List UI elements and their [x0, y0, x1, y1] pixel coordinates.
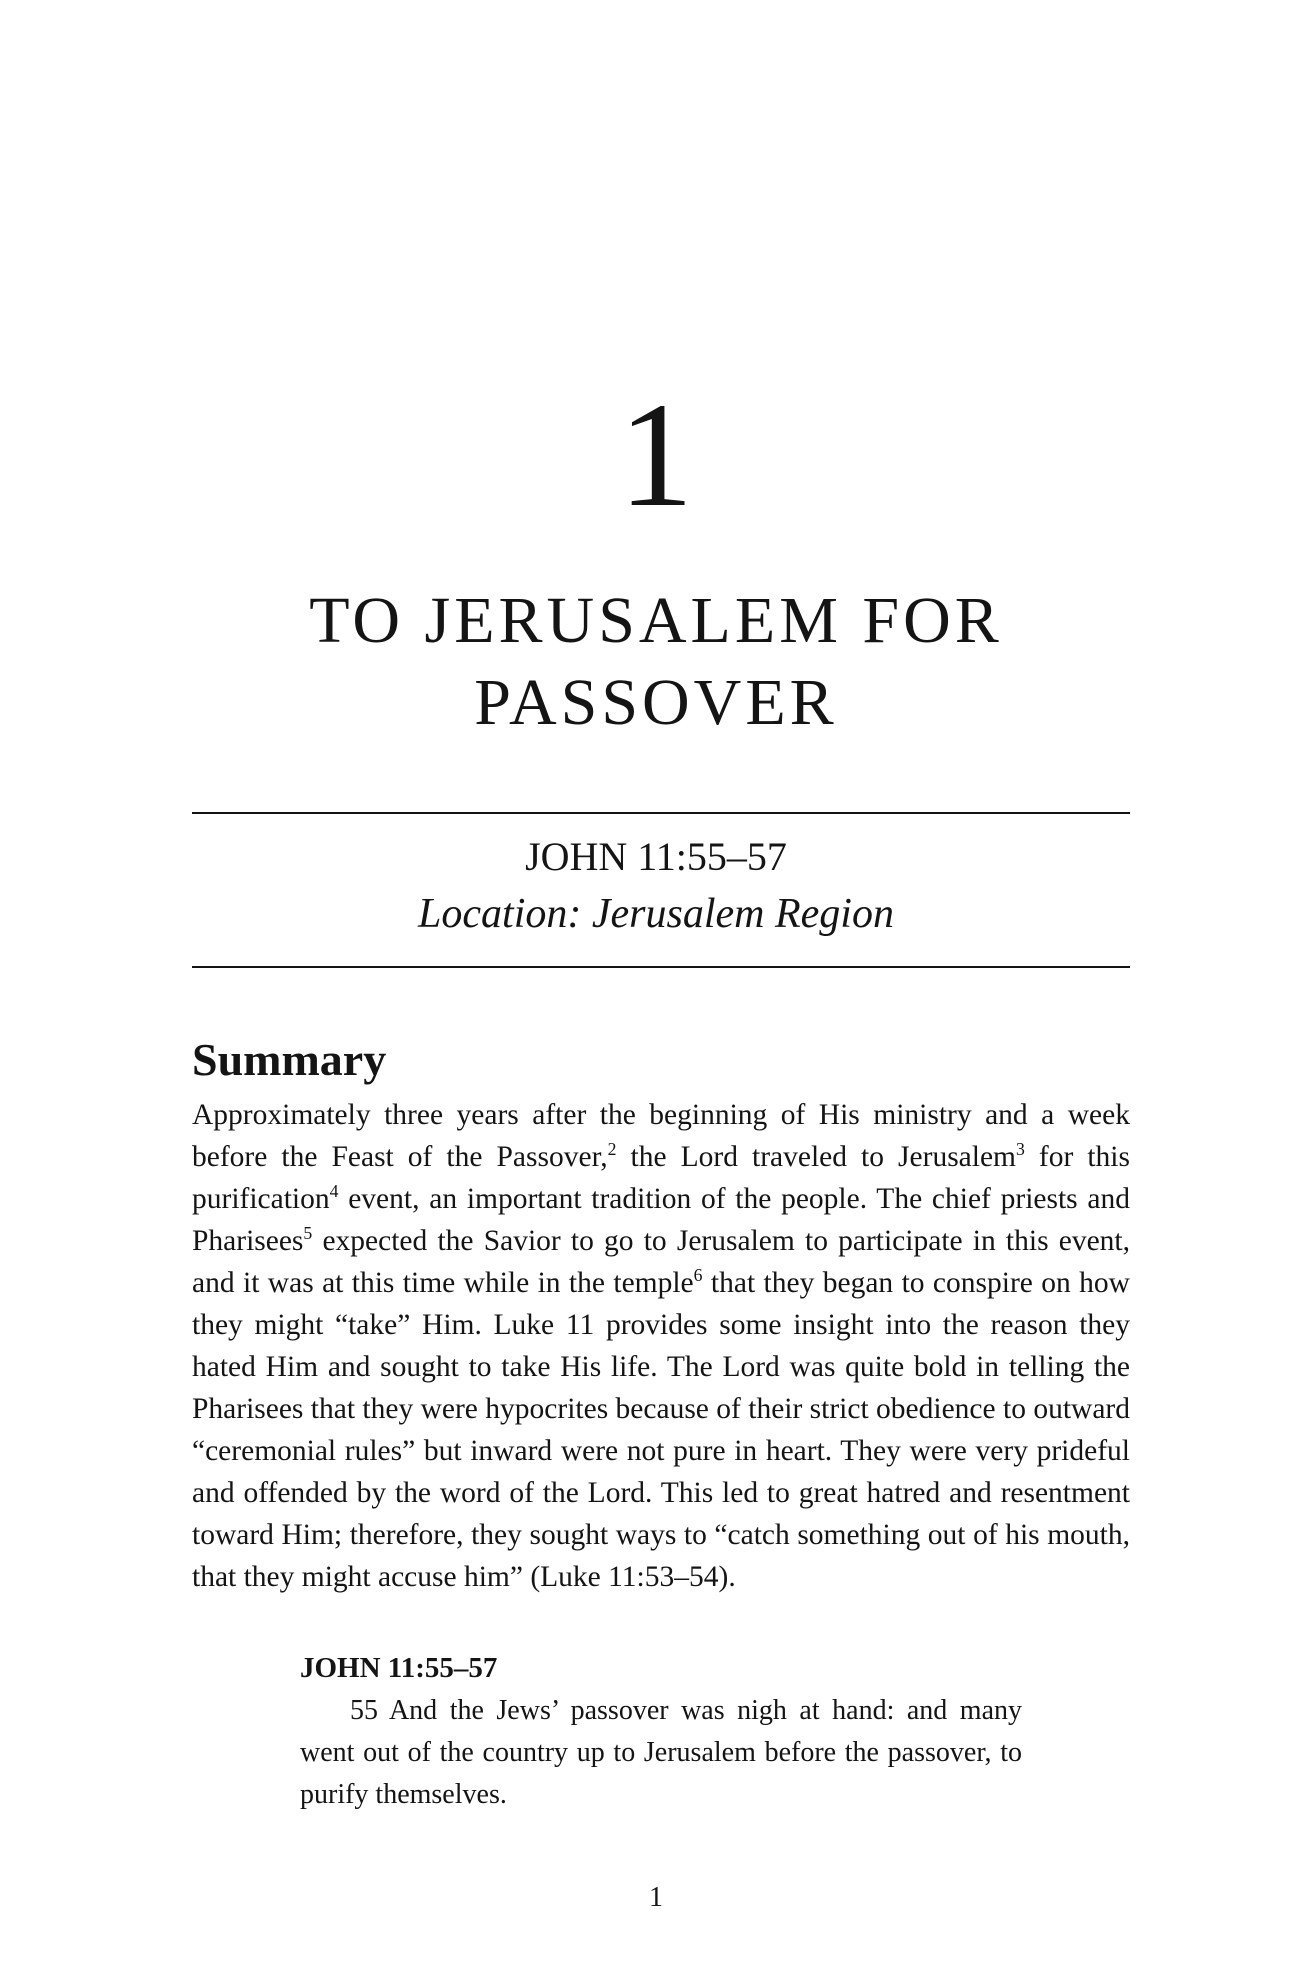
footnote-marker: 4 [329, 1181, 339, 1202]
footnote-marker: 5 [303, 1223, 313, 1244]
footnote-marker: 6 [693, 1265, 703, 1286]
scripture-reference: JOHN 11:55–57 [525, 834, 787, 879]
footnote-marker: 2 [607, 1139, 617, 1160]
summary-text: for this purification [192, 1141, 1130, 1215]
summary-text: the Lord traveled to Jerusalem [616, 1141, 1017, 1173]
summary-text: Approximately three years after the beginning of His ministry and a week before the Feast of the Passover, [192, 1099, 1130, 1173]
page-number: 1 [649, 1882, 663, 1913]
summary-heading: Summary [192, 1034, 387, 1085]
chapter-title [160, 580, 1152, 744]
passage-verse: 55 And the Jews’ passover was nigh at hand: and many went out of the country up to Jerusalem before the passover, to purify themselves. [300, 1695, 1022, 1810]
summary-text: that they began to conspire on how they might “take” Him. Luke 11 provides some insight into the reason they hated Him and sought to take His life. The Lord was quite bold in telling the Pharisees that they were hypocrites because of their strict obedience to outward “ceremonial rules” but inward were not pure in heart. They were very prideful and offended by the word of the Lord. This led to great hatred and resentment toward Him; therefore, they sought ways to “catch something out of his mouth, that they might accuse him” (Luke 11:53–54). [192, 1267, 1130, 1593]
footnote-marker: 3 [1016, 1139, 1025, 1160]
chapter-title-line-1: TO JERUSALEM FOR [309, 584, 1003, 657]
chapter-title-line-2: PASSOVER [474, 666, 838, 739]
summary-text: event, an important tradition of the people. The chief priests and Pharisees [192, 1183, 1130, 1257]
summary-text: expected the Savior to go to Jerusalem to participate in this event, and it was at this time while in the temple [192, 1225, 1130, 1299]
bottom-divider [192, 966, 1130, 968]
passage-reference: JOHN 11:55–57 [300, 1652, 498, 1684]
summary-paragraph [192, 1094, 1130, 1598]
chapter-number: 1 [618, 372, 694, 538]
top-divider [192, 812, 1130, 814]
location-label: Location: Jerusalem Region [418, 891, 894, 937]
